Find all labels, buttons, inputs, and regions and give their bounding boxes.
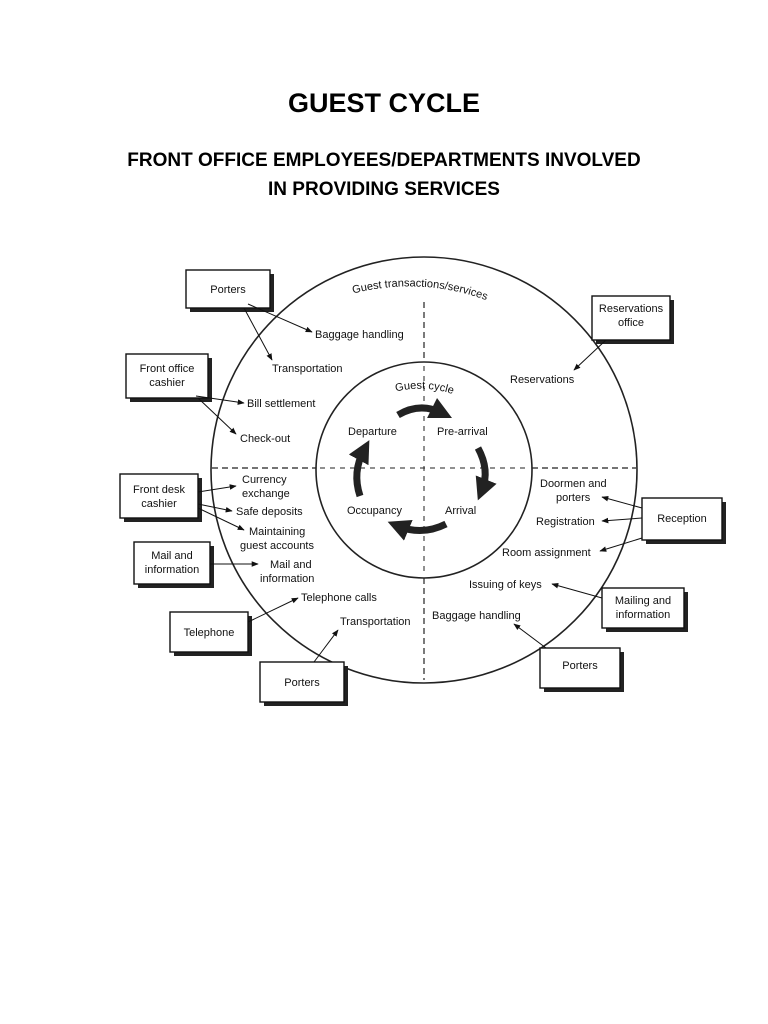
arrow-reception-doormen	[602, 497, 642, 508]
service-room-assignment: Room assignment	[502, 547, 591, 559]
service-issuing-keys: Issuing of keys	[469, 579, 542, 591]
box-porters-top	[186, 270, 274, 312]
cycle-arrow-bottom	[398, 524, 446, 531]
arrow-porters-baggage	[248, 304, 312, 332]
arrow-reception-registration	[602, 518, 642, 521]
box-porters-bottom	[260, 662, 348, 706]
cycle-arrival: Arrival	[445, 505, 477, 517]
box-mail-information-l1: Mail and	[151, 550, 193, 562]
box-front-office-cashier-l2: cashier	[149, 377, 185, 389]
arrow-fd-cashier-currency	[198, 486, 236, 492]
box-telephone	[170, 612, 252, 656]
box-porters-right-label: Porters	[562, 660, 598, 672]
service-mail-l1: Mail and	[270, 559, 312, 571]
box-mailing-information-l2: information	[615, 609, 671, 621]
service-safe-deposits: Safe deposits	[236, 506, 303, 518]
page-title: GUEST CYCLE	[287, 88, 481, 118]
box-front-office-cashier-l1: Front office	[139, 363, 195, 375]
service-telephone-calls: Telephone calls	[301, 592, 377, 604]
box-mailing-information	[602, 588, 688, 632]
service-baggage-top: Baggage handling	[315, 329, 404, 341]
box-reservations-office	[592, 296, 674, 344]
cycle-arrow-top	[398, 408, 442, 415]
box-front-desk-cashier	[120, 474, 202, 522]
box-front-office-cashier	[126, 354, 212, 402]
subtitle-line-1: FRONT OFFICE EMPLOYEES/DEPARTMENTS INVOLVED	[127, 150, 641, 171]
box-reservations-office-l2: office	[617, 317, 645, 329]
box-mailing-information-l1: Mailing and	[614, 595, 672, 607]
arrow-telephone-calls	[248, 598, 298, 622]
service-registration: Registration	[536, 516, 595, 528]
subtitle-line-2: IN PROVIDING SERVICES	[268, 179, 500, 200]
service-check-out: Check-out	[240, 433, 291, 445]
service-currency-l2: exchange	[242, 488, 290, 500]
arrow-mailing-keys	[552, 584, 602, 598]
box-front-desk-cashier-l2: cashier	[141, 498, 177, 510]
cycle-arrow-left	[357, 450, 364, 496]
box-front-desk-cashier-l1: Front desk	[133, 484, 185, 496]
box-porters-top-label: Porters	[210, 284, 246, 296]
inner-ring-label: Guest cycle	[394, 379, 456, 397]
box-mail-information-l2: information	[144, 564, 200, 576]
service-doormen-l2: porters	[556, 492, 591, 504]
box-reception-label: Reception	[657, 513, 707, 525]
box-porters-right	[540, 648, 624, 692]
box-porters-bottom-label: Porters	[284, 677, 320, 689]
outer-ring-label: Guest transactions/services	[350, 277, 490, 304]
cycle-arrow-right	[478, 448, 485, 490]
arrow-porters-transportation	[244, 308, 272, 360]
box-reception	[642, 498, 726, 544]
service-reservations: Reservations	[510, 374, 575, 386]
service-baggage-bottom: Baggage handling	[432, 610, 521, 622]
service-currency-l1: Currency	[242, 474, 287, 486]
box-telephone-label: Telephone	[183, 627, 235, 639]
cycle-departure: Departure	[348, 426, 397, 438]
service-mail-l2: information	[260, 573, 315, 585]
cycle-occupancy: Occupancy	[347, 505, 403, 517]
arrow-porters-baggage-bottom	[514, 624, 546, 648]
box-mail-information	[134, 542, 214, 588]
arrow-porters-transportation-bottom	[314, 630, 338, 662]
arrow-fo-cashier-checkout	[198, 398, 236, 434]
box-reservations-office-l1: Reservations	[598, 303, 664, 315]
arrow-reservations-office	[574, 340, 606, 370]
service-transportation-bottom: Transportation	[340, 616, 411, 628]
service-doormen-l1: Doormen and	[540, 478, 607, 490]
cycle-pre-arrival: Pre-arrival	[437, 426, 488, 438]
service-transportation-top: Transportation	[272, 363, 343, 375]
service-maintaining-l1: Maintaining	[249, 526, 306, 538]
service-bill-settlement: Bill settlement	[247, 398, 316, 410]
service-maintaining-l2: guest accounts	[240, 540, 314, 552]
